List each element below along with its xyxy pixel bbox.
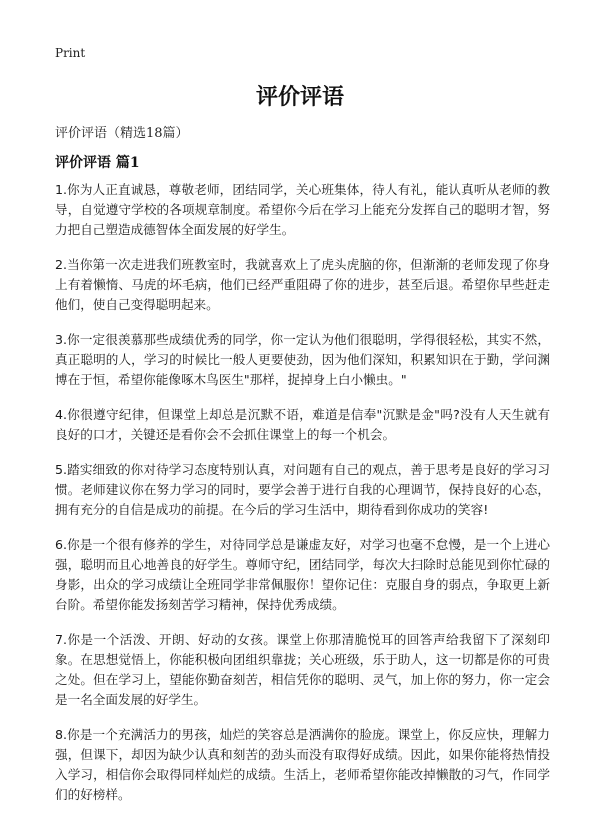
comment-paragraph-4: 4.你很遵守纪律，但课堂上却总是沉默不语，难道是信奉"沉默是金"吗?没有人天生就有良好的口才，关键还是看你会不会抓住课堂上的每一个机会。 xyxy=(55,407,550,442)
comment-paragraph-7: 7.你是一个活泼、开朗、好动的女孩。课堂上你那清脆悦耳的回答声给我留下了深刻印象。在思想觉悟上，你能积极向团组织靠拢；关心班级，乐于助人，这一切都是你的可贵之处。但在学习上，望能你勤奋刻苦，相信凭你的聪明、灵气，加上你的努力，你一定会是一名全面发展的好学生。 xyxy=(55,632,550,707)
section-heading: 评价评语 篇1 xyxy=(55,155,140,171)
comment-paragraph-8: 8.你是一个充满活力的男孩，灿烂的笑容总是洒满你的脸庞。课堂上，你反应快，理解力强，但课下，却因为缺少认真和刻苦的劲头而没有取得好成绩。因此，如果你能将热情投入学习，相信你会取得同样灿烂的成绩。生活上，老师希望你能改掉懒散的习气，作同学们的好榜样。 xyxy=(55,727,550,802)
comment-paragraph-6: 6.你是一个很有修养的学生，对待同学总是谦虚友好，对学习也毫不怠慢，是一个上进心强，聪明而且心地善良的好学生。尊师守纪，团结同学，每次大扫除时总能见到你忙碌的身影，出众的学习成绩让全班同学非常佩服你！望你记住：克服自身的弱点，争取更上新台阶。希望你能发扬刻苦学习精神，保持优秀成绩。 xyxy=(55,537,550,612)
comment-paragraph-5: 5.踏实细致的你对待学习态度特别认真，对问题有自己的观点，善于思考是良好的学习习惯。老师建议你在努力学习的同时，要学会善于进行自我的心理调节，保持良好的心态，拥有充分的自信是成功的前提。在今后的学习生活中，期待看到你成功的笑容! xyxy=(55,462,550,517)
document-title: 评价评语 xyxy=(255,85,344,110)
comment-paragraph-1: 1.你为人正直诚恳，尊敬老师，团结同学，关心班集体，待人有礼，能认真听从老师的教导，自觉遵守学校的各项规章制度。希望你今后在学习上能充分发挥自己的聪明才智，努力把自己塑造成德智体全面发展的好学生。 xyxy=(55,182,550,237)
comment-paragraph-3: 3.你一定很羡慕那些成绩优秀的同学，你一定认为他们很聪明，学得很轻松，其实不然，真正聪明的人，学习的时候比一般人更要使劲，因为他们深知，积累知识在于勤，学问渊博在于恒，希望你能像啄木鸟医生"那样，捉掉身上白小懒虫。" xyxy=(55,332,550,387)
print-label: Print xyxy=(55,46,86,60)
document-body xyxy=(55,180,550,820)
document-subtitle: 评价评语（精选18篇） xyxy=(55,126,189,141)
comment-paragraph-2: 2.当你第一次走进我们班教室时，我就喜欢上了虎头虎脑的你，但渐渐的老师发现了你身上有着懒惰、马虎的坏毛病，他们已经严重阻碍了你的进步，甚至后退。希望你早些赶走他们，使自己变得聪明起来。 xyxy=(55,257,550,312)
